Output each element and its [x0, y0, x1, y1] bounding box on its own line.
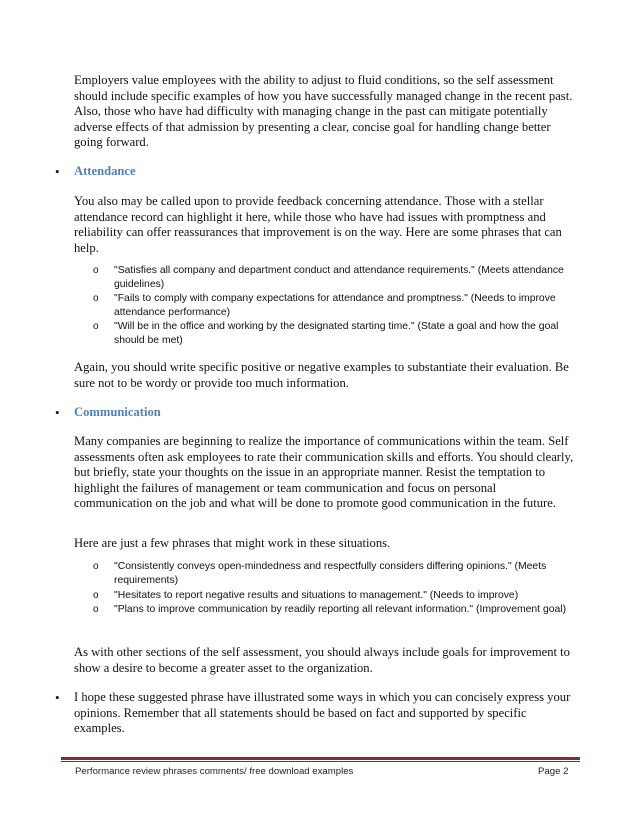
communication-body: Many companies are beginning to realize the importance of communications within the team. Self assessments often ask employees to rate their communication skills and efforts. You should clearly, but briefly, state your thoughts on the issue in an appropriate manner. Resist the temptation to highlight the failures of management or team communication and focus on personal communication on the job and what will be done to promote good communication in the future. [74, 434, 574, 510]
communication-phrase: "Consistently conveys open-mindedness and respectfully considers differing opinions." (Meets requirements) [114, 561, 547, 587]
attendance-body: You also may be called upon to provide feedback concerning attendance. Those with a stellar attendance record can highlight it here, while those who have had issues with promptness and reliability can offer reassurances that improvement is on the way. Here are some phrases that can help. [74, 194, 562, 255]
footer-title: Performance review phrases comments/ free download examples [75, 766, 354, 777]
page-number: Page 2 [538, 766, 569, 777]
communication-heading: Communication [74, 405, 161, 419]
attendance-phrase: "Will be in the office and working by the designated starting time." (State a goal and how the goal should be met) [114, 321, 559, 347]
footer-divider-thin [61, 761, 580, 762]
sub-bullet-icon: o [93, 321, 99, 332]
sub-bullet-icon: o [93, 561, 99, 572]
sub-bullet-icon: o [93, 265, 99, 276]
intro-paragraph: Employers value employees with the ability to adjust to fluid conditions, so the self assessment should include specific examples of how you have successfully managed change in the recent past. Also, those who have had difficulty with managing change in the past can mitigate potentially adverse effects of that admission by presenting a clear, concise goal for handling change better going forward. [74, 73, 573, 149]
sub-bullet-icon: o [93, 293, 99, 304]
attendance-phrase: "Fails to comply with company expectations for attendance and promptness." (Needs to improve attendance performance) [114, 293, 556, 319]
communication-lead-in: Here are just a few phrases that might work in these situations. [74, 536, 391, 550]
bullet-icon: • [55, 405, 60, 420]
bullet-icon: • [55, 164, 60, 179]
communication-closing: As with other sections of the self assessment, you should always include goals for improvement to show a desire to become a greater asset to the organization. [74, 645, 570, 675]
footer-divider [61, 757, 580, 760]
final-bullet-paragraph: I hope these suggested phrase have illustrated some ways in which you can concisely express your opinions. Remember that all statements should be based on fact and supported by specific examples. [74, 690, 571, 735]
sub-bullet-icon: o [93, 604, 99, 615]
bullet-icon: • [55, 690, 60, 705]
attendance-heading: Attendance [74, 164, 136, 178]
communication-phrase: "Hesitates to report negative results and situations to management." (Needs to improve) [114, 590, 519, 601]
communication-phrase: "Plans to improve communication by readily reporting all relevant information." (Improvement goal) [114, 604, 567, 615]
attendance-closing: Again, you should write specific positive or negative examples to substantiate their evaluation. Be sure not to be wordy or provide too much information. [74, 360, 569, 390]
sub-bullet-icon: o [93, 590, 99, 601]
attendance-phrase: "Satisfies all company and department conduct and attendance requirements." (Meets attendance guidelines) [114, 265, 564, 291]
